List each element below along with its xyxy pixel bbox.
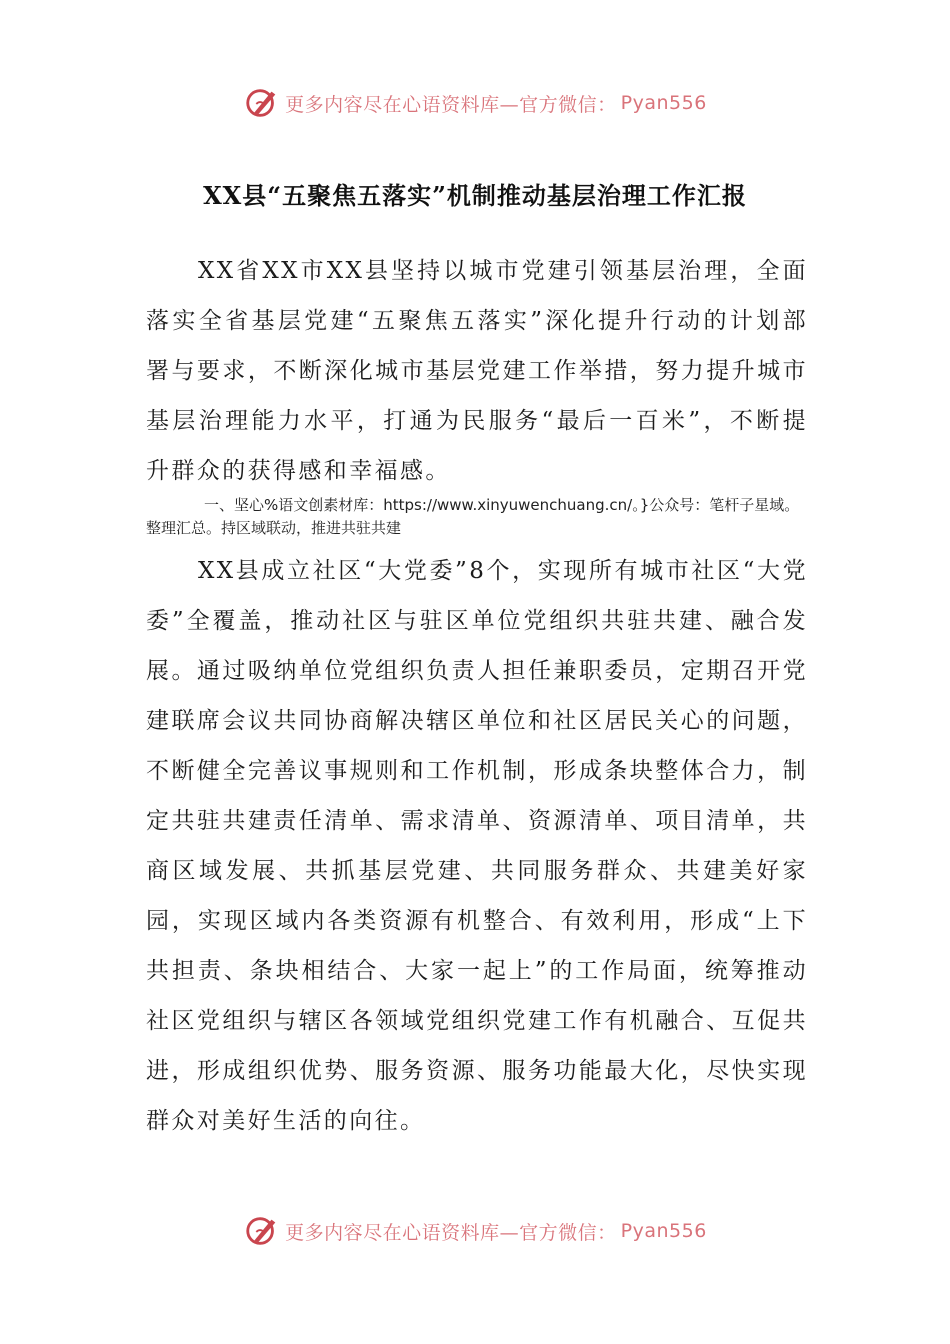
document-title: XX县“五聚焦五落实”机制推动基层治理工作汇报 [203, 181, 747, 210]
banner-text: 更多内容尽在心语资料库—官方微信： [285, 1221, 617, 1244]
header-watermark-banner [0, 78, 950, 128]
banner-text: 更多内容尽在心语资料库—官方微信： [285, 93, 617, 116]
footer-watermark-banner [0, 1206, 950, 1256]
pen-logo-icon [243, 84, 281, 122]
intro-paragraph: XX省XX市XX县坚持以城市党建引领基层治理，全面落实全省基层党建“五聚焦五落实”深化提升行动的计划部署与要求，不断深化城市基层党建工作举措，努力提升城市基层治理能力水平，打通为民服务“最后一百米”，不断提升群众的获得感和幸福感。 [146, 258, 808, 484]
banner-wechat-id: Pyan556 [620, 92, 707, 114]
section-heading: 一、坚心%语文创素材库：https://www.xinyuwenchuang.cn/。}公众号：笔杆子星域。整理汇总。持区域联动，推进共驻共建 [146, 496, 800, 537]
pen-logo-icon [243, 1212, 281, 1250]
banner-wechat-id: Pyan556 [620, 1220, 707, 1242]
section-paragraph: XX县成立社区“大党委”8个，实现所有城市社区“大党委”全覆盖，推动社区与驻区单位党组织共驻共建、融合发展。通过吸纳单位党组织负责人担任兼职委员，定期召开党建联席会议共同协商解决辖区单位和社区居民关心的问题，不断健全完善议事规则和工作机制，形成条块整体合力，制定共驻共建责任清单、需求清单、资源清单、项目清单，共商区域发展、共抓基层党建、共同服务群众、共建美好家园，实现区域内各类资源有机整合、有效利用，形成“上下共担责、条块相结合、大家一起上”的工作局面，统筹推动社区党组织与辖区各领域党组织党建工作有机融合、互促共进，形成组织优势、服务资源、服务功能最大化，尽快实现群众对美好生活的向往。 [146, 558, 808, 1134]
